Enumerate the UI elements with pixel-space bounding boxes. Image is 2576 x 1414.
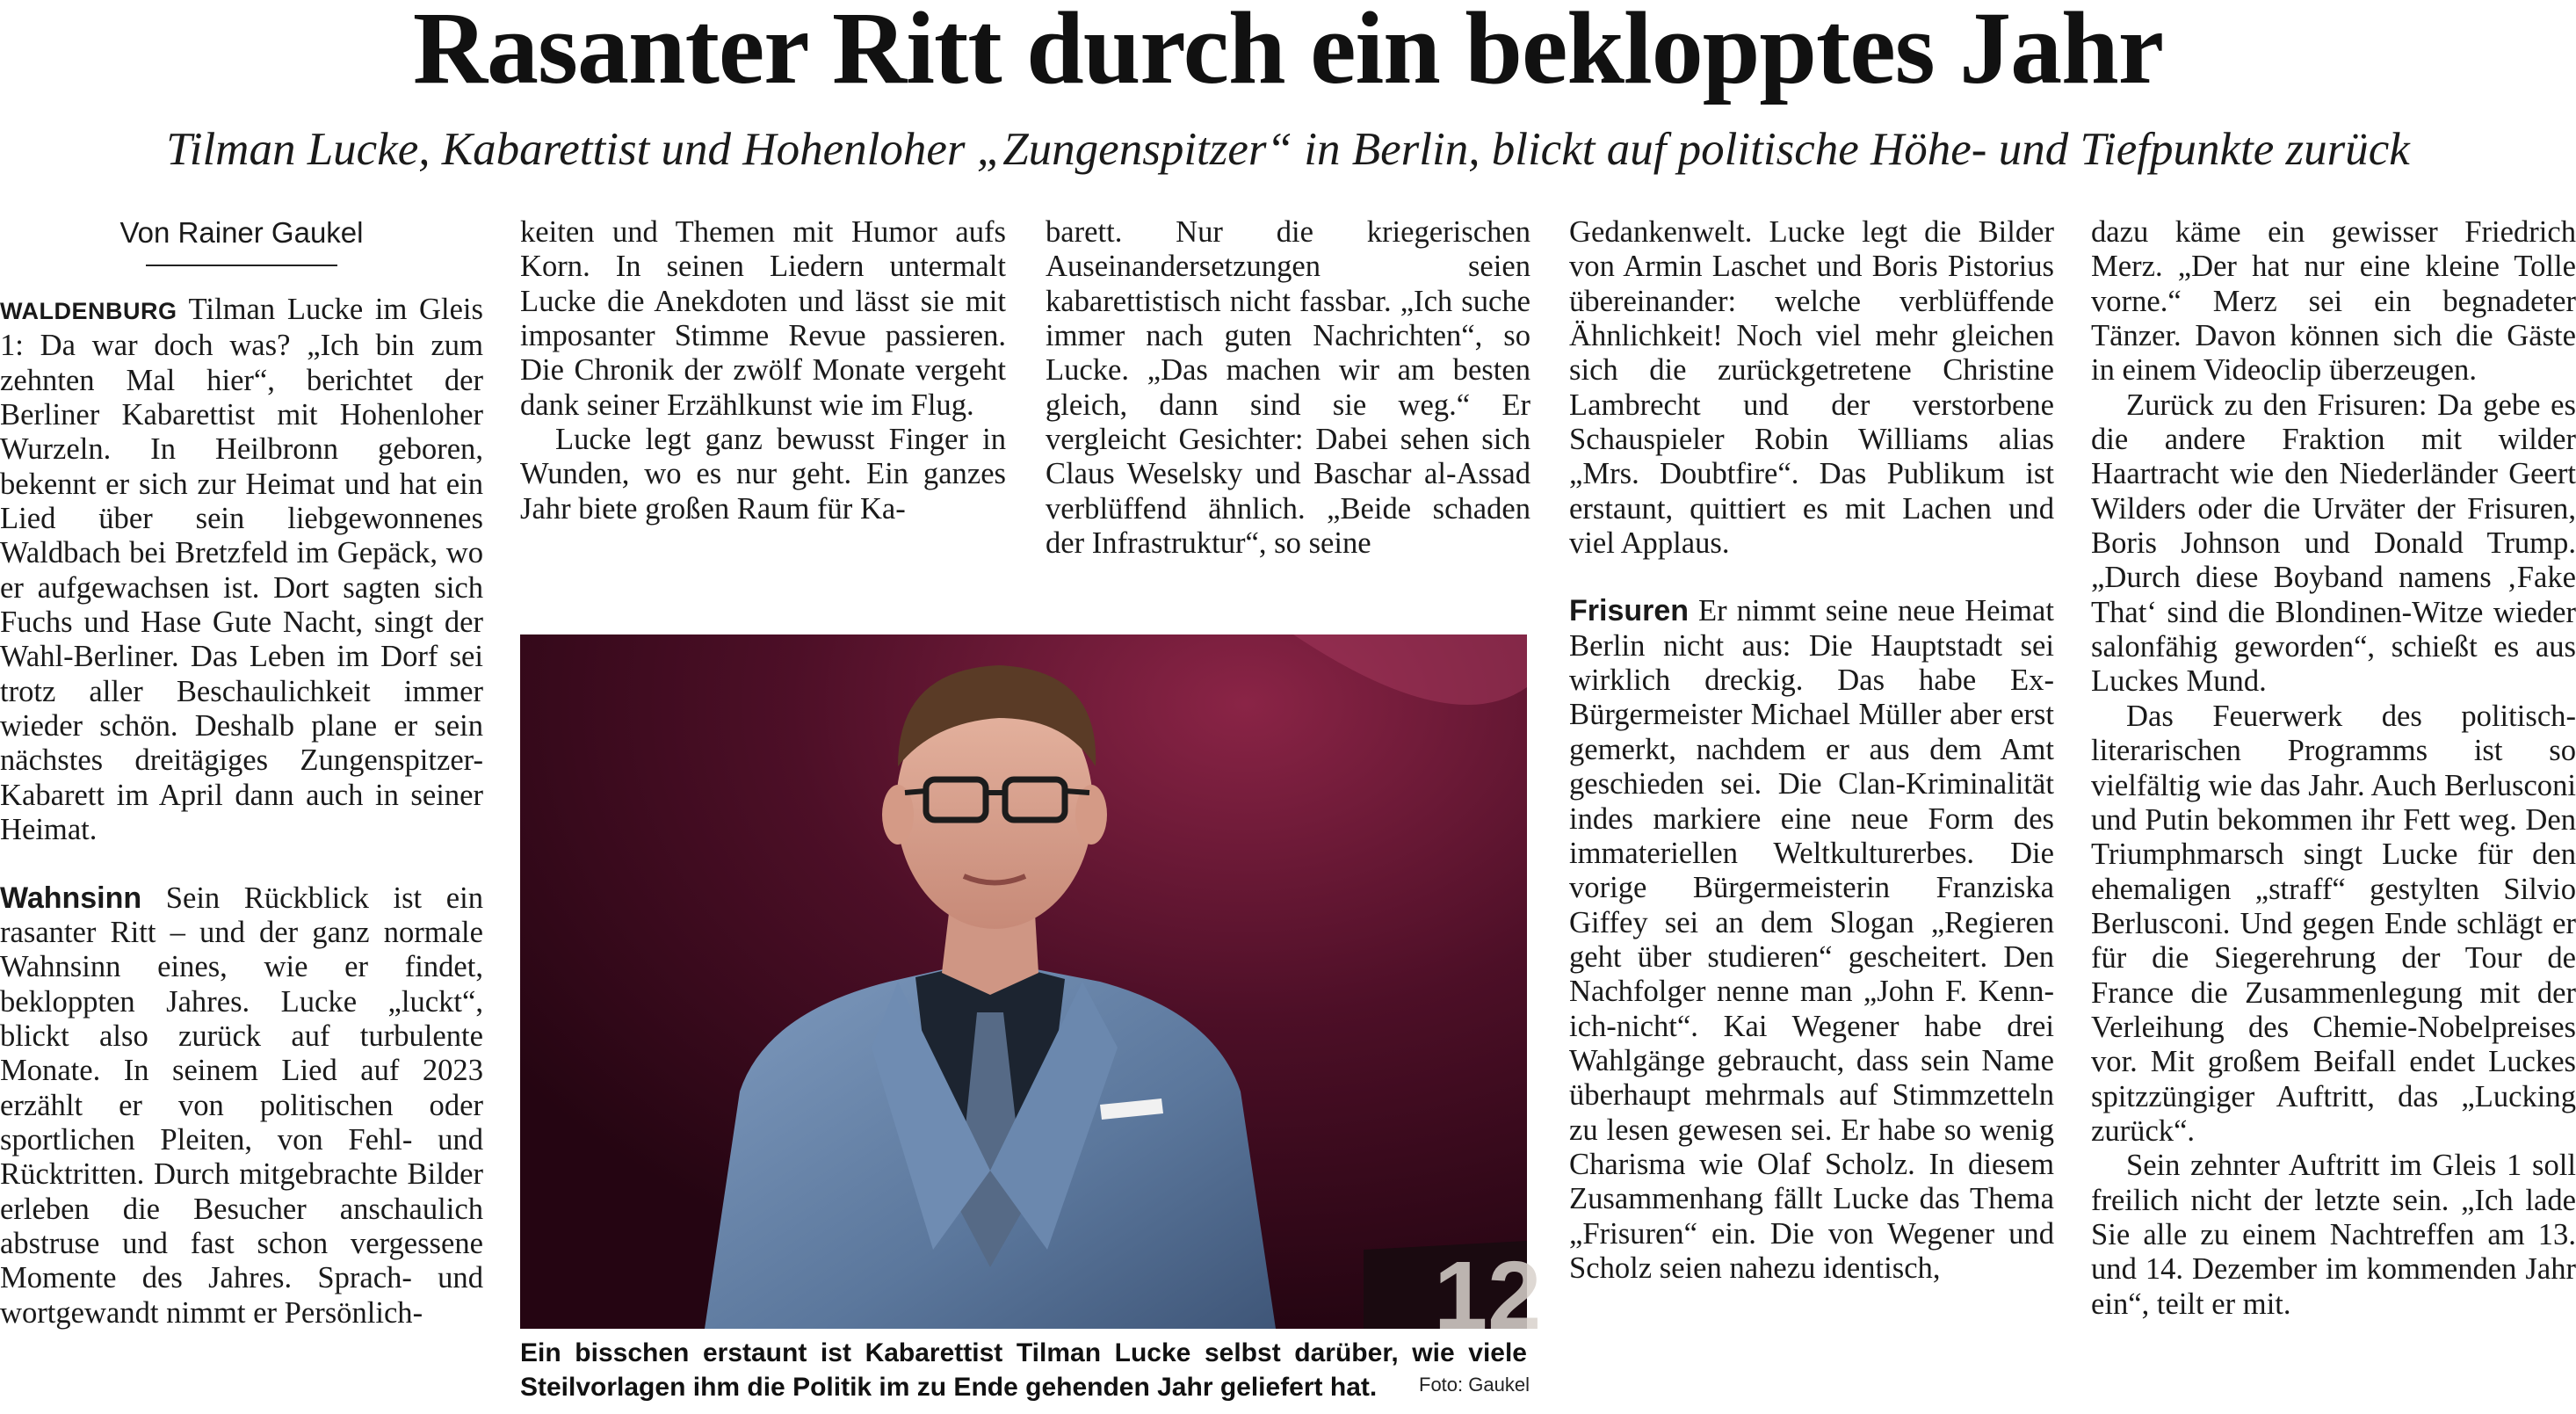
column-4 bbox=[1569, 215, 2054, 1286]
headline: Rasanter Ritt durch ein beklopptes Jahr bbox=[412, 0, 2164, 105]
paragraph bbox=[0, 881, 483, 1331]
paragraph: barett. Nur die kriegerischen Auseinandersetzungen seien kabarettistisch nicht fassbar. „Ich suche immer nach guten Nachrichten“, so Lucke. „Das machen wir am besten gleich, dann sind sie weg.“ Er vergleicht Gesichter: Dabei sehen sich Claus Weselsky und Baschar al-Assad verblüffend ähnlich. „Beide schaden der Infrastruktur“, so seine bbox=[1046, 215, 1530, 561]
paragraph-text: Sein Rückblick ist ein rasanter Ritt – und der ganz normale Wahnsinn eines, wie er findet, bekloppten Jahres. Lucke „luckt“, blickt also zurück auf turbulente Monate. In seinem Lied auf 2023 erzählt er von politischen oder sportlichen Pleiten, von Fehl- und Rücktritten. Durch mitgebrachte Bilder erleben die Besucher anschaulich abstruse und fast schon vergessene Momente des Jahres. Sprach- und wortgewandt nimmt er Persönlich- bbox=[0, 881, 483, 1330]
subheadline: Tilman Lucke, Kabarettist und Hohenloher „Zungenspitzer“ in Berlin, blickt auf politische Höhe- und Tiefpunkte zurück bbox=[166, 124, 2410, 175]
photo-credit: Foto: Gaukel bbox=[1419, 1374, 1530, 1396]
paragraph: dazu käme ein gewisser Friedrich Merz. „Der hat nur eine kleine Tolle vorne.“ Merz sei ein begnadeter Tänzer. Davon können sich die Gäste in einem Videoclip überzeugen. bbox=[2091, 215, 2576, 388]
paragraph: keiten und Themen mit Humor aufs Korn. In seinen Liedern untermalt Lucke die Anekdoten und lässt sie mit imposanter Stimme Revue passieren. Die Chronik der zwölf Monate vergeht dank seiner Erzählkunst wie im Flug. bbox=[520, 215, 1006, 422]
column-5 bbox=[2091, 215, 2576, 1322]
paragraph-text: Er nimmt seine neue Heimat Berlin nicht aus: Die Hauptstadt sei wirklich dreckig. Das habe Ex-Bürgermeister Michael Müller aber erst gemerkt, nachdem er aus dem Amt geschieden sei. Die Clan-Kriminalität indes markiere eine neue Form des immateriellen Weltkulturerbes. Die vorige Bürgermeisterin Franziska Giffey sei an dem Slogan „Regieren geht über studieren“ gescheitert. Den Nachfolger nenne man „John F. Kenn-ich-nicht“. Kai Wegener habe drei Wahlgänge gebraucht, dass sein Name überhaupt mehrmals auf Stimmzetteln zu lesen gewesen sei. Er habe so wenig Charisma wie Olaf Scholz. In diesem Zusammenhang fällt Lucke das Thema „Frisuren“ ein. Die von Wegener und Scholz seien nahezu identisch, bbox=[1569, 594, 2054, 1285]
dateline: WALDENBURG bbox=[0, 298, 177, 324]
paragraph: Sein zehnter Auftritt im Gleis 1 soll freilich nicht der letzte sein. „Ich lade Sie alle zu einem Nachtreffen am 13. und 14. Dezember im kommenden Jahr ein“, teilt er mit. bbox=[2091, 1149, 2576, 1321]
paragraph: Das Feuerwerk des politisch-literarischen Programms ist so vielfältig wie das Jahr. Auch Berlusconi und Putin bekommen ihr Fett weg. Den Triumphmarsch singt Lucke für den ehemaligen „straff“ gestylten Silvio Berlusconi. Und gegen Ende schlägt er für die Siegerehrung der Tour de France die Zusammenlegung mit der Verleihung des Chemie-Nobelpreises vor. Mit großem Beifall endet Luckes spitzzüngiger Auftritt, das „Lucking zurück“. bbox=[2091, 699, 2576, 1148]
paragraph: Zurück zu den Frisuren: Da gebe es die andere Fraktion mit wilder Haartracht wie den Niederländer Geert Wilders oder die Urväter der Frisuren, Boris Johnson und Donald Trump. „Durch diese Boyband namens ‚Fake That‘ sind die Blondinen-Witze wieder salonfähig geworden“, schießt es aus Luckes Mund. bbox=[2091, 388, 2576, 699]
photo-caption: Ein bisschen erstaunt ist Kabarettist Tilman Lucke selbst darüber, wie viele Steilvorlagen ihm die Politik im zu Ende gehenden Jahr geliefert hat. bbox=[520, 1338, 1527, 1402]
subheading-wahnsinn: Wahnsinn bbox=[0, 881, 142, 915]
subheading-frisuren: Frisuren bbox=[1569, 594, 1690, 628]
performer-illustration bbox=[520, 634, 1542, 1350]
paragraph bbox=[0, 293, 483, 848]
byline-divider bbox=[146, 265, 337, 266]
paragraph-text: Tilman Lucke im Gleis 1: Da war doch was? „Ich bin zum zehnten Mal hier“, berichtet der Berliner Kabarettist mit Hohenloher Wurzeln. In Heilbronn geboren, bekennt er sich zur Heimat und hat ein Lied über sein liebgewonnenes Waldbach bei Bretzfeld im Gepäck, wo er aufgewachsen ist. Dort sagten sich Fuchs und Hase Gute Nacht, singt der Wahl-Berliner. Das Leben im Dorf sei trotz aller Beschaulichkeit immer wieder schön. Deshalb plane er sein nächstes dreitägiges Zungenspitzer-Kabarett im April dann auch in seiner Heimat. bbox=[0, 293, 483, 847]
svg-text:12: 12 bbox=[1434, 1242, 1542, 1350]
column-3 bbox=[1046, 215, 1530, 561]
paragraph: Lucke legt ganz bewusst Finger in Wunden, wo es nur geht. Ein ganzes Jahr biete großen Raum für Ka- bbox=[520, 423, 1006, 526]
byline: Von Rainer Gaukel bbox=[119, 216, 364, 249]
paragraph: Gedankenwelt. Lucke legt die Bilder von Armin Laschet und Boris Pistorius übereinander: welche verblüffende Ähnlichkeit! Noch viel mehr gleichen sich die zurückgetretene Christine Lambrecht und der verstorbene Schauspieler Robin Williams alias „Mrs. Doubtfire“. Das Publikum ist erstaunt, quittiert es mit Lachen und viel Applaus. bbox=[1569, 215, 2054, 561]
article-photo bbox=[520, 634, 1542, 1350]
column-1 bbox=[0, 215, 483, 1331]
column-2 bbox=[520, 215, 1006, 526]
paragraph bbox=[1569, 594, 2054, 1286]
